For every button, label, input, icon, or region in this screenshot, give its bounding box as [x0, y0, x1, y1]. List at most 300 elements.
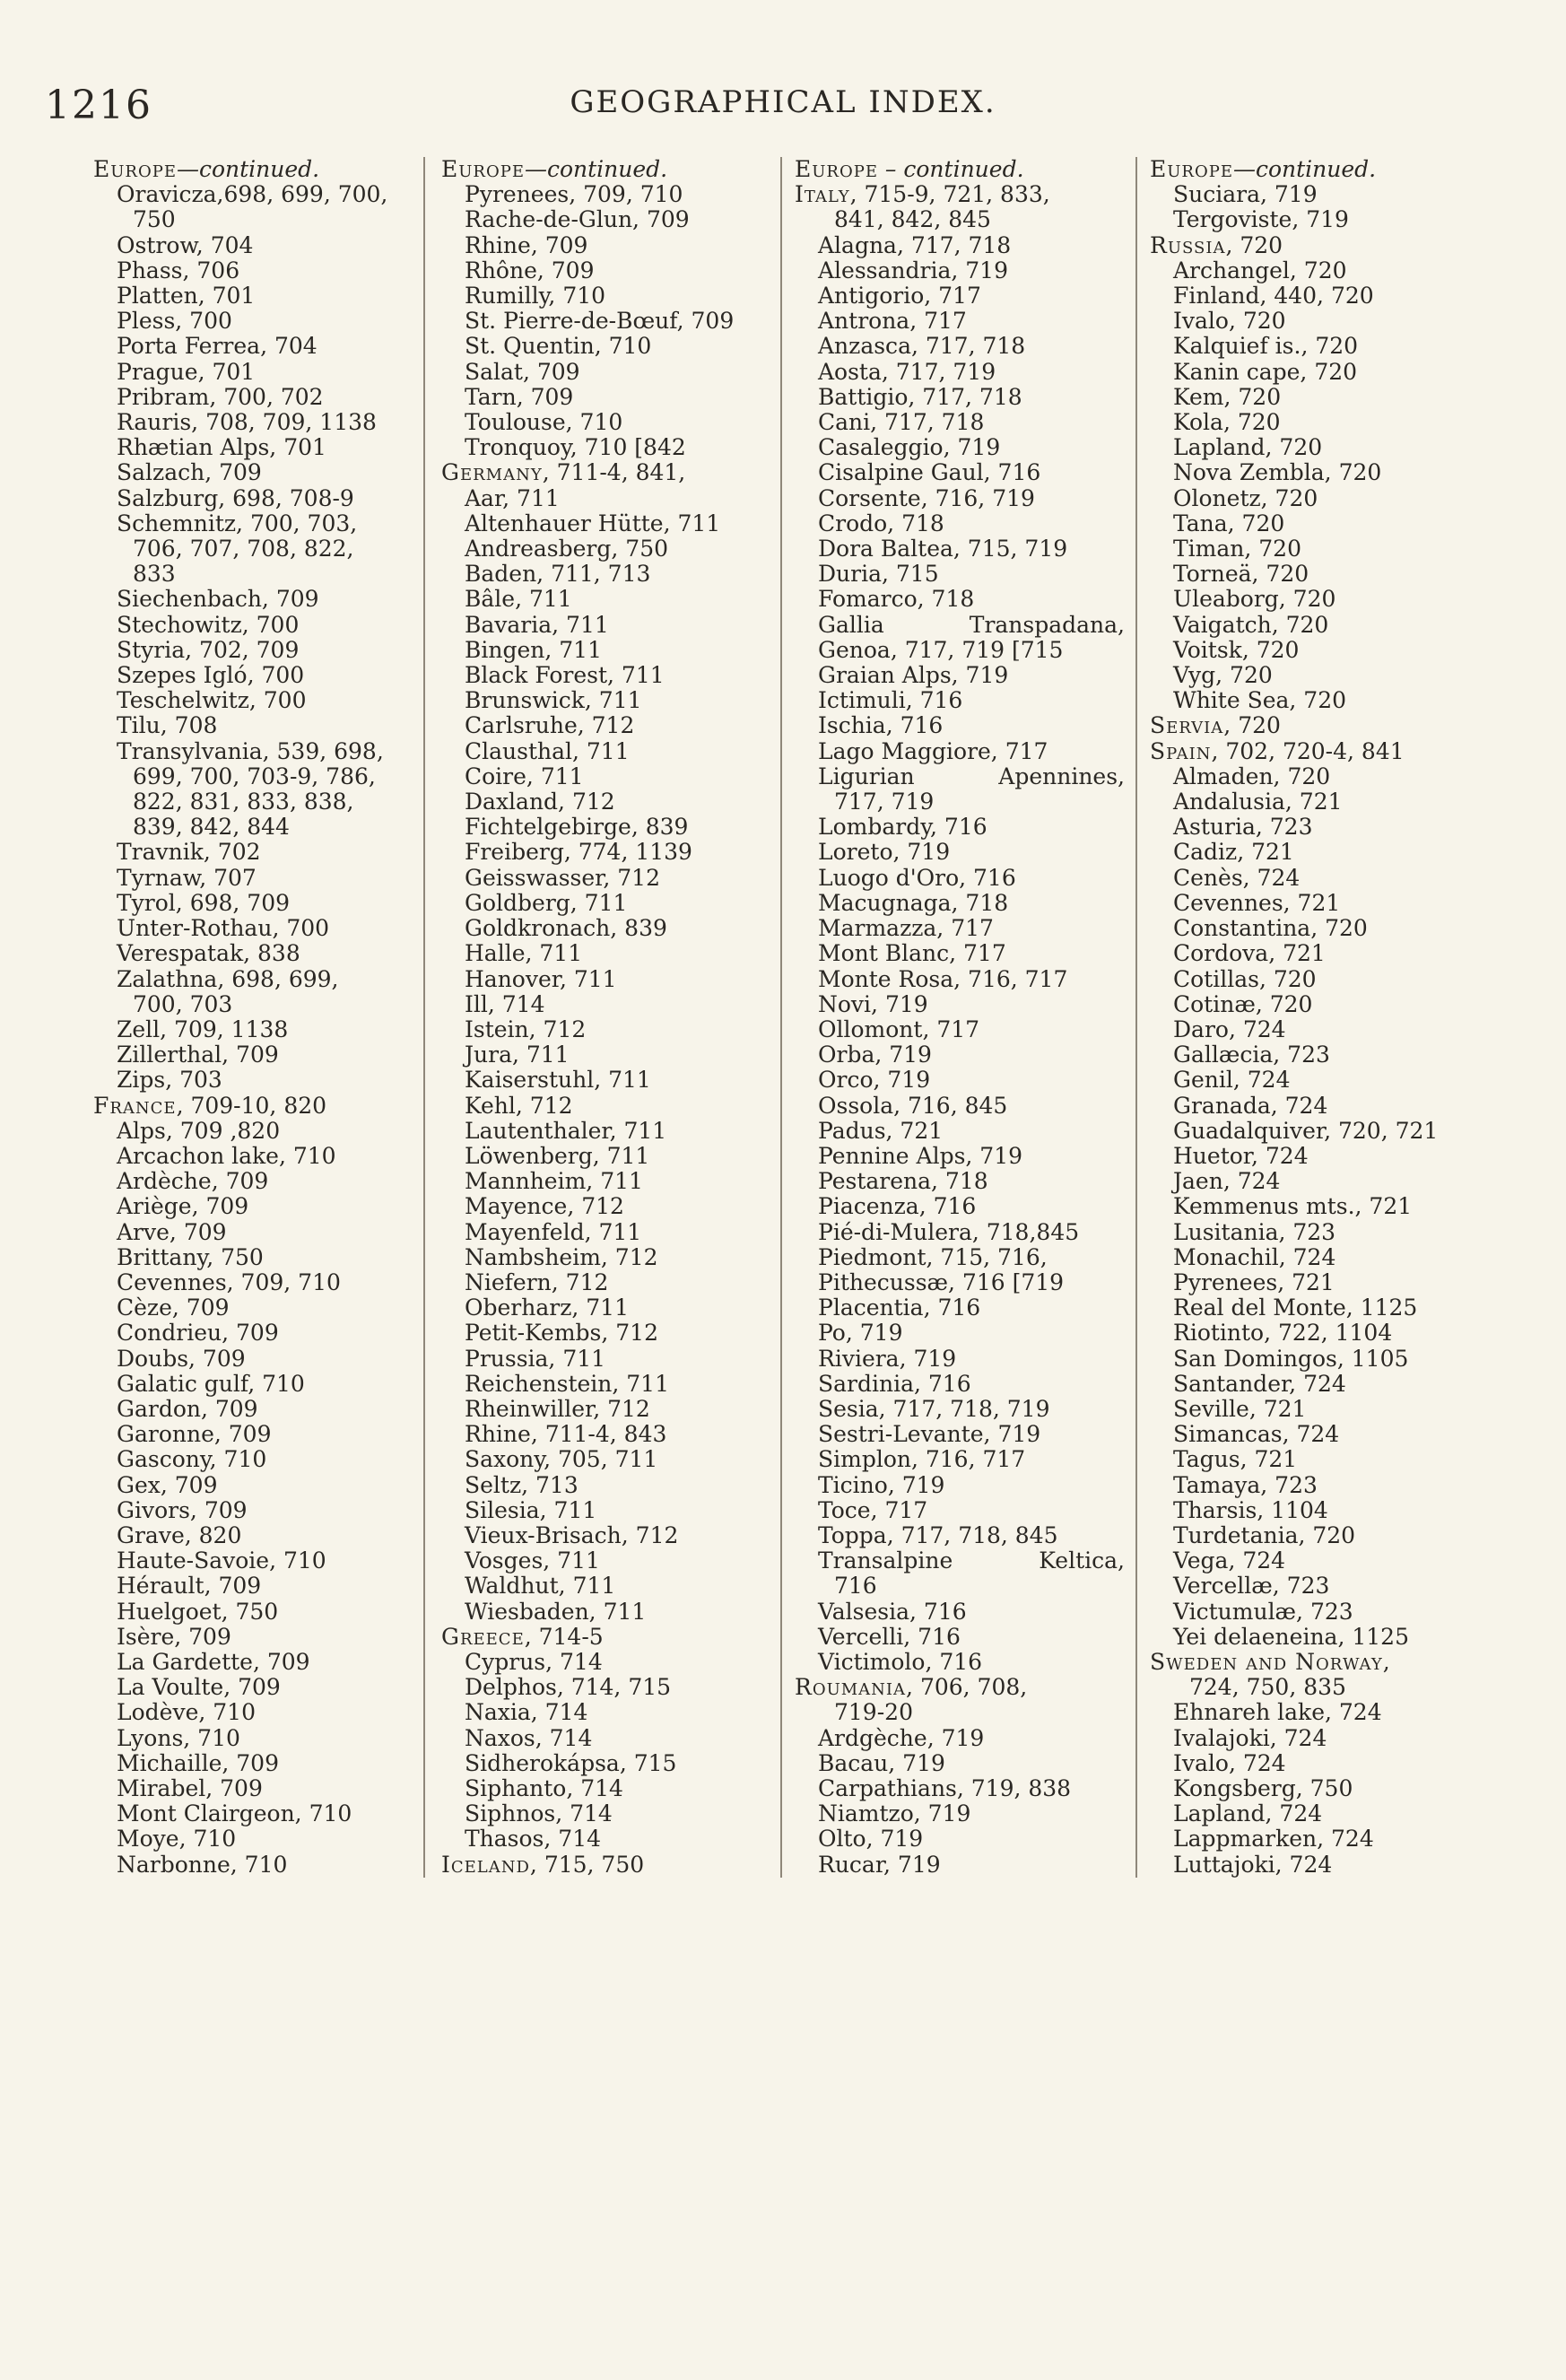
- index-entry: Ictimuli, 716: [818, 687, 963, 714]
- country-pages: , 714-5: [524, 1623, 604, 1650]
- index-entry: Saxony, 705, 711: [465, 1446, 658, 1473]
- country-pages: , 702, 720-4, 841: [1211, 737, 1405, 764]
- index-entry: Cèze, 709: [117, 1295, 230, 1321]
- country-name: Iceland: [441, 1851, 530, 1878]
- index-entry: Toppa, 717, 718, 845: [818, 1521, 1058, 1548]
- index-entry: Guadalquiver, 720, 721: [1173, 1117, 1439, 1144]
- country-pages: , 706, 708,: [906, 1674, 1028, 1701]
- index-entry: Alps, 709 ,820: [117, 1117, 281, 1144]
- index-entry: Sidherokápsa, 715: [465, 1749, 677, 1776]
- index-entry: Pribram, 700, 702: [117, 383, 324, 410]
- index-entry: Rhætian Alps, 701: [117, 434, 326, 461]
- index-entry: Voitsk, 720: [1173, 636, 1300, 663]
- index-entry: Victimolo, 716: [818, 1648, 983, 1675]
- index-entry: Gex, 709: [117, 1471, 218, 1498]
- index-entry: Monachil, 724: [1173, 1243, 1336, 1270]
- index-entry: Sestri-Levante, 719: [818, 1421, 1041, 1448]
- index-entry: Timan, 720: [1173, 536, 1301, 562]
- index-entry: Kalquief is., 720: [1173, 333, 1359, 360]
- index-entry: Rucar, 719: [818, 1851, 941, 1878]
- index-entry: Naxos, 714: [465, 1724, 593, 1751]
- index-entry: Lodève, 710: [117, 1699, 256, 1726]
- index-entry: Vega, 724: [1173, 1547, 1286, 1574]
- country-name: Germany: [441, 459, 543, 486]
- index-entry-continuation: 724, 750, 835: [1189, 1674, 1346, 1701]
- index-entry: Mannheim, 711: [465, 1168, 643, 1195]
- index-entry: Ticino, 719: [818, 1471, 945, 1498]
- index-entry: Reichenstein, 711: [465, 1370, 669, 1397]
- entry-part: Ligurian: [818, 763, 915, 789]
- index-entry: Stechowitz, 700: [117, 611, 300, 638]
- index-entry: Po, 719: [818, 1320, 903, 1347]
- index-entry: Vaigatch, 720: [1173, 611, 1329, 638]
- index-entry: Orba, 719: [818, 1042, 932, 1068]
- index-entry-continuation: 841, 842, 845: [834, 206, 991, 233]
- index-entry: Cenès, 724: [1173, 864, 1301, 891]
- index-entry: Petit-Kembs, 712: [465, 1320, 658, 1347]
- country-name: France: [93, 1092, 177, 1119]
- index-entry: Novi, 719: [818, 990, 928, 1017]
- index-entry: Valsesia, 716: [818, 1598, 967, 1625]
- index-entry: Cadiz, 721: [1173, 839, 1294, 866]
- index-entry: Bacau, 719: [818, 1749, 945, 1776]
- index-entry: Nambsheim, 712: [465, 1243, 658, 1270]
- index-entry: Tilu, 708: [117, 712, 218, 739]
- index-entry: La Voulte, 709: [117, 1674, 281, 1701]
- index-entry: Yei delaeneina, 1125: [1173, 1623, 1409, 1650]
- index-entry: Waldhut, 711: [465, 1573, 616, 1600]
- index-entry: Archangel, 720: [1173, 257, 1347, 283]
- index-entry: Lago Maggiore, 717: [818, 737, 1048, 764]
- index-entry: Goldberg, 711: [465, 889, 628, 916]
- index-entry-continuation: 717, 719: [834, 789, 935, 815]
- country-name: Russia: [1150, 231, 1226, 258]
- index-entry: Vercellæ, 723: [1173, 1573, 1330, 1600]
- index-entry: Constantina, 720: [1173, 915, 1368, 942]
- index-entry: Pestarena, 718: [818, 1168, 988, 1195]
- country-pages: , 720: [1225, 231, 1283, 258]
- index-entry: Niamtzo, 719: [818, 1800, 971, 1827]
- country-name: Italy: [795, 181, 850, 208]
- index-entry: Seltz, 713: [465, 1471, 579, 1498]
- index-entry: Genil, 724: [1173, 1067, 1291, 1094]
- index-entry: Pennine Alps, 719: [818, 1142, 1023, 1169]
- index-entry: Kongsberg, 750: [1173, 1775, 1353, 1801]
- heading-region: Europe: [795, 156, 878, 182]
- index-entry: Piacenza, 716: [818, 1193, 977, 1220]
- index-entry-continuation: 822, 831, 833, 838,: [133, 789, 354, 815]
- index-entry: Duria, 715: [818, 561, 939, 588]
- index-entry: Andreasberg, 750: [465, 536, 669, 562]
- index-column-2: [423, 157, 780, 1878]
- index-entry: Tamaya, 723: [1173, 1471, 1318, 1498]
- index-entry: Uleaborg, 720: [1173, 586, 1336, 613]
- continued-heading: [441, 157, 773, 182]
- index-entry: Vercelli, 716: [818, 1623, 961, 1650]
- index-entry: Carlsruhe, 712: [465, 712, 635, 739]
- index-entry: Placentia, 716: [818, 1295, 981, 1321]
- index-entry: Thasos, 714: [465, 1826, 602, 1853]
- entry-part: Keltica,: [1039, 1547, 1125, 1574]
- index-entry: Ischia, 716: [818, 712, 944, 739]
- index-entry: Daro, 724: [1173, 1016, 1286, 1042]
- index-entry: Ill, 714: [465, 990, 545, 1017]
- index-entry: Tharsis, 1104: [1173, 1496, 1328, 1523]
- index-columns: [93, 157, 1519, 1878]
- index-entry: Salzburg, 698, 708-9: [117, 484, 354, 511]
- index-entry: Tarn, 709: [465, 383, 574, 410]
- country-heading: [1150, 1650, 1491, 1675]
- index-entry: Salzach, 709: [117, 459, 262, 486]
- index-entry: Rumilly, 710: [465, 283, 606, 309]
- index-entry: Torneä, 720: [1173, 561, 1309, 588]
- index-entry: Olto, 719: [818, 1826, 924, 1853]
- index-entry: Tronquoy, 710 [842: [465, 434, 686, 461]
- index-entry: Ivalo, 724: [1173, 1749, 1286, 1776]
- index-entry: Ardgèche, 719: [818, 1724, 985, 1751]
- heading-continued-note: —continued.: [176, 156, 320, 182]
- index-entry: Alessandria, 719: [818, 257, 1008, 283]
- index-entry: Moye, 710: [117, 1826, 237, 1853]
- index-entry: Cevennes, 721: [1173, 889, 1341, 916]
- index-entry: Gallæcia, 723: [1173, 1042, 1330, 1068]
- index-entry: Prussia, 711: [465, 1345, 606, 1372]
- index-entry: Brunswick, 711: [465, 687, 642, 714]
- index-entry: Hérault, 709: [117, 1573, 262, 1600]
- country-pages: , 715, 750: [529, 1851, 645, 1878]
- index-entry: Siphnos, 714: [465, 1800, 613, 1827]
- index-entry: Michaille, 709: [117, 1749, 279, 1776]
- index-entry: Narbonne, 710: [117, 1851, 288, 1878]
- index-entry: Luttajoki, 724: [1173, 1851, 1333, 1878]
- index-entry: Rauris, 708, 709, 1138: [117, 409, 377, 436]
- index-entry: Bavaria, 711: [465, 611, 609, 638]
- index-entry: Monte Rosa, 716, 717: [818, 965, 1068, 992]
- index-entry: Pless, 700: [117, 308, 232, 335]
- index-entry-continuation: 833: [133, 561, 176, 588]
- index-entry: Ariège, 709: [117, 1193, 249, 1220]
- index-entry: Istein, 712: [465, 1016, 587, 1042]
- index-entry: Macugnaga, 718: [818, 889, 1009, 916]
- index-entry: Teschelwitz, 700: [117, 687, 307, 714]
- index-entry: Zillerthal, 709: [117, 1042, 279, 1068]
- index-entry: Olonetz, 720: [1173, 484, 1318, 511]
- heading-continued-note: – continued.: [877, 156, 1024, 182]
- index-entry: Rhine, 711-4, 843: [465, 1421, 667, 1448]
- index-column-3: [780, 157, 1135, 1878]
- index-entry: Lappmarken, 724: [1173, 1826, 1374, 1853]
- index-entry: Corsente, 716, 719: [818, 484, 1035, 511]
- country-heading: [93, 1094, 416, 1119]
- index-entry: Gardon, 709: [117, 1395, 258, 1422]
- index-entry: Suciara, 719: [1173, 181, 1318, 208]
- country-pages: , 715-9, 721, 833,: [849, 181, 1050, 208]
- index-entry: Platten, 701: [117, 283, 256, 309]
- index-entry: Genoa, 717, 719 [715: [818, 636, 1064, 663]
- country-heading: [1150, 233, 1491, 258]
- index-entry: Aosta, 717, 719: [818, 358, 996, 385]
- index-entry: Haute-Savoie, 710: [117, 1547, 326, 1574]
- index-entry: Cotinæ, 720: [1173, 990, 1313, 1017]
- country-name: Greece: [441, 1623, 525, 1650]
- index-entry: Riviera, 719: [818, 1345, 957, 1372]
- index-entry: Piedmont, 715, 716,: [818, 1243, 1048, 1270]
- index-entry: Asturia, 723: [1173, 814, 1313, 841]
- index-entry: Galatic gulf, 710: [117, 1370, 305, 1397]
- index-entry: Clausthal, 711: [465, 737, 630, 764]
- index-entry: Naxia, 714: [465, 1699, 588, 1726]
- index-entry: Andalusia, 721: [1173, 789, 1343, 815]
- country-heading: [795, 182, 1128, 207]
- entry-part: Gallia: [818, 611, 884, 638]
- country-pages: , 709-10, 820: [176, 1092, 327, 1119]
- index-entry: Almaden, 720: [1173, 763, 1331, 789]
- heading-continued-note: —continued.: [524, 156, 668, 182]
- index-entry: Santander, 724: [1173, 1370, 1346, 1397]
- index-entry: Black Forest, 711: [465, 662, 665, 689]
- index-entry: Brittany, 750: [117, 1243, 264, 1270]
- index-entry-continuation: 700, 703: [133, 990, 233, 1017]
- index-entry: Loreto, 719: [818, 839, 951, 866]
- index-entry: Victumulæ, 723: [1173, 1598, 1353, 1625]
- index-entry: Real del Monte, 1125: [1173, 1295, 1418, 1321]
- heading-region: Europe: [1150, 156, 1233, 182]
- index-entry: Cotillas, 720: [1173, 965, 1317, 992]
- index-entry: Schemnitz, 700, 703,: [117, 510, 358, 536]
- index-entry: Coire, 711: [465, 763, 584, 789]
- index-entry: Antigorio, 717: [818, 283, 981, 309]
- index-entry: Cevennes, 709, 710: [117, 1268, 341, 1295]
- index-entry: Casaleggio, 719: [818, 434, 1001, 461]
- index-entry: Fichtelgebirge, 839: [465, 814, 689, 841]
- index-entry: Mirabel, 709: [117, 1775, 263, 1801]
- index-entry: Ostrow, 704: [117, 231, 254, 258]
- index-entry: Nova Zembla, 720: [1173, 459, 1382, 486]
- index-entry: Givors, 709: [117, 1496, 248, 1523]
- index-entry: Kanin cape, 720: [1173, 358, 1358, 385]
- index-entry: Lapland, 720: [1173, 434, 1323, 461]
- index-entry: Padus, 721: [818, 1117, 944, 1144]
- index-entry: Ehnareh lake, 724: [1173, 1699, 1382, 1726]
- index-entry: Styria, 702, 709: [117, 636, 300, 663]
- country-heading: [795, 1675, 1128, 1700]
- index-entry: Pyrenees, 709, 710: [465, 181, 683, 208]
- index-entry: White Sea, 720: [1173, 687, 1347, 714]
- index-entry: Doubs, 709: [117, 1345, 246, 1372]
- index-entry: Kemmenus mts., 721: [1173, 1193, 1413, 1220]
- index-entry: Kehl, 712: [465, 1092, 573, 1119]
- index-entry: Freiberg, 774, 1139: [465, 839, 692, 866]
- index-entry-continuation: 699, 700, 703-9, 786,: [133, 763, 376, 789]
- continued-heading: [1150, 157, 1491, 182]
- index-entry: Wiesbaden, 711: [465, 1598, 647, 1625]
- index-entry: Aar, 711: [465, 484, 560, 511]
- page-number: 1216: [45, 83, 152, 128]
- index-entry: Arve, 709: [117, 1218, 227, 1245]
- index-entry: Zalathna, 698, 699,: [117, 965, 339, 992]
- index-entry: Antrona, 717: [818, 308, 967, 335]
- index-entry: Tergoviste, 719: [1173, 206, 1349, 233]
- page-header: [0, 83, 1566, 127]
- index-entry: Simplon, 716, 717: [818, 1446, 1026, 1473]
- index-entry: Tagus, 721: [1173, 1446, 1298, 1473]
- index-entry-continuation: 719-20: [834, 1699, 913, 1726]
- index-entry: Cani, 717, 718: [818, 409, 985, 436]
- country-pages: ,: [1382, 1648, 1390, 1675]
- index-entry: Toulouse, 710: [465, 409, 623, 436]
- index-entry: Niefern, 712: [465, 1268, 609, 1295]
- entry-part: Apennines,: [998, 763, 1125, 789]
- index-entry: Tyrnaw, 707: [117, 864, 257, 891]
- country-pages: , 720: [1223, 712, 1281, 739]
- index-entry: Pyrenees, 721: [1173, 1268, 1335, 1295]
- index-entry: Rheinwiller, 712: [465, 1395, 650, 1422]
- index-entry: Mayenfeld, 711: [465, 1218, 642, 1245]
- index-entry-continuation: 706, 707, 708, 822,: [133, 536, 354, 562]
- index-entry: Riotinto, 722, 1104: [1173, 1320, 1393, 1347]
- index-entry: [795, 1548, 1128, 1574]
- country-heading: [1150, 713, 1491, 738]
- index-entry: Garonne, 709: [117, 1421, 272, 1448]
- continued-heading: [795, 157, 1128, 182]
- index-entry: Ollomont, 717: [818, 1016, 980, 1042]
- index-entry: Sesia, 717, 718, 719: [818, 1395, 1050, 1422]
- index-entry: Pié-di-Mulera, 718,845: [818, 1218, 1080, 1245]
- index-entry: Siphanto, 714: [465, 1775, 623, 1801]
- index-entry: Fomarco, 718: [818, 586, 975, 613]
- index-entry: Sardinia, 716: [818, 1370, 971, 1397]
- index-entry: Cyprus, 714: [465, 1648, 603, 1675]
- index-entry: Zips, 703: [117, 1067, 222, 1094]
- index-entry: Baden, 711, 713: [465, 561, 651, 588]
- index-entry: Granada, 724: [1173, 1092, 1328, 1119]
- country-name: Spain: [1150, 737, 1212, 764]
- index-entry: Kola, 720: [1173, 409, 1281, 436]
- index-entry: Rhine, 709: [465, 231, 588, 258]
- index-entry: Carpathians, 719, 838: [818, 1775, 1072, 1801]
- index-entry: Huelgoet, 750: [117, 1598, 279, 1625]
- country-name: Servia: [1150, 712, 1224, 739]
- index-entry: Cordova, 721: [1173, 940, 1326, 967]
- index-entry: Prague, 701: [117, 358, 256, 385]
- index-entry: Graian Alps, 719: [818, 662, 1009, 689]
- country-name: Sweden and Norway: [1150, 1648, 1383, 1675]
- index-entry: Travnik, 702: [117, 839, 261, 866]
- index-entry: Dora Baltea, 715, 719: [818, 536, 1068, 562]
- index-entry: Arcachon lake, 710: [117, 1142, 336, 1169]
- index-entry: St. Quentin, 710: [465, 333, 652, 360]
- index-entry: Halle, 711: [465, 940, 583, 967]
- entry-part: Transalpine: [818, 1547, 953, 1574]
- heading-region: Europe: [93, 156, 177, 182]
- index-entry: Lapland, 724: [1173, 1800, 1323, 1827]
- index-entry: Ossola, 716, 845: [818, 1092, 1008, 1119]
- index-entry: Lyons, 710: [117, 1724, 240, 1751]
- continued-heading: [93, 157, 416, 182]
- index-entry: Ivalajoki, 724: [1173, 1724, 1327, 1751]
- index-entry: Geisswasser, 712: [465, 864, 660, 891]
- index-entry: Tyrol, 698, 709: [117, 889, 291, 916]
- index-entry: Phass, 706: [117, 257, 240, 283]
- index-entry: Kaiserstuhl, 711: [465, 1067, 651, 1094]
- index-entry: Gascony, 710: [117, 1446, 267, 1473]
- index-entry: Anzasca, 717, 718: [818, 333, 1026, 360]
- country-heading: [441, 1625, 773, 1650]
- index-entry: Silesia, 711: [465, 1496, 597, 1523]
- index-entry: Tana, 720: [1173, 510, 1285, 536]
- index-entry: [795, 613, 1128, 638]
- index-entry: Ardèche, 709: [117, 1168, 269, 1195]
- index-entry: Vyg, 720: [1173, 662, 1273, 689]
- index-entry: Orco, 719: [818, 1067, 931, 1094]
- index-entry: Lautenthaler, 711: [465, 1117, 667, 1144]
- index-entry: Pithecussæ, 716 [719: [818, 1268, 1065, 1295]
- index-entry: Salat, 709: [465, 358, 580, 385]
- index-entry: Crodo, 718: [818, 510, 944, 536]
- index-entry: Rache-de-Glun, 709: [465, 206, 690, 233]
- index-entry: Goldkronach, 839: [465, 915, 667, 942]
- index-entry: St. Pierre-de-Bœuf, 709: [465, 308, 735, 335]
- index-entry: Löwenberg, 711: [465, 1142, 650, 1169]
- index-entry: Isère, 709: [117, 1623, 231, 1650]
- index-entry: Finland, 440, 720: [1173, 283, 1374, 309]
- index-entry: Ivalo, 720: [1173, 308, 1286, 335]
- index-entry: Lusitania, 723: [1173, 1218, 1336, 1245]
- index-entry: Oravicza,698, 699, 700,: [117, 181, 388, 208]
- index-entry: Vosges, 711: [465, 1547, 600, 1574]
- country-pages: , 711-4, 841,: [542, 459, 686, 486]
- index-entry-continuation: 716: [834, 1573, 877, 1600]
- index-entry: Verespatak, 838: [117, 940, 300, 967]
- index-entry: Hanover, 711: [465, 965, 617, 992]
- index-entry: Jura, 711: [465, 1042, 570, 1068]
- index-entry: Mont Blanc, 717: [818, 940, 1006, 967]
- heading-region: Europe: [441, 156, 525, 182]
- index-entry: Unter-Rothau, 700: [117, 915, 330, 942]
- index-entry: Luogo d'Oro, 716: [818, 864, 1016, 891]
- index-entry: Szepes Igló, 700: [117, 662, 305, 689]
- index-entry: La Gardette, 709: [117, 1648, 310, 1675]
- country-heading: [1150, 739, 1491, 764]
- index-entry: San Domingos, 1105: [1173, 1345, 1409, 1372]
- index-entry: Mont Clairgeon, 710: [117, 1800, 352, 1827]
- country-name: Roumania: [795, 1674, 907, 1701]
- index-entry: Seville, 721: [1173, 1395, 1307, 1422]
- heading-continued-note: —continued.: [1232, 156, 1377, 182]
- index-entry: Porta Ferrea, 704: [117, 333, 318, 360]
- index-entry: Battigio, 717, 718: [818, 383, 1022, 410]
- index-column-4: [1135, 157, 1491, 1878]
- index-entry: Oberharz, 711: [465, 1295, 629, 1321]
- index-column-1: [93, 157, 423, 1878]
- index-entry: Altenhauer Hütte, 711: [465, 510, 721, 536]
- index-entry: Lombardy, 716: [818, 814, 987, 841]
- index-entry: Condrieu, 709: [117, 1320, 279, 1347]
- index-entry: Jaen, 724: [1173, 1168, 1281, 1195]
- index-entry: Toce, 717: [818, 1496, 928, 1523]
- index-entry: Kem, 720: [1173, 383, 1282, 410]
- index-entry: Daxland, 712: [465, 789, 615, 815]
- index-entry: Turdetania, 720: [1173, 1521, 1356, 1548]
- index-entry: Siechenbach, 709: [117, 586, 319, 613]
- index-entry: Rhône, 709: [465, 257, 595, 283]
- index-entry: [795, 764, 1128, 789]
- entry-part: Transpadana,: [969, 611, 1125, 638]
- index-entry: Grave, 820: [117, 1521, 242, 1548]
- index-entry-continuation: 750: [133, 206, 176, 233]
- index-entry: Transylvania, 539, 698,: [117, 737, 384, 764]
- index-entry: Mayence, 712: [465, 1193, 624, 1220]
